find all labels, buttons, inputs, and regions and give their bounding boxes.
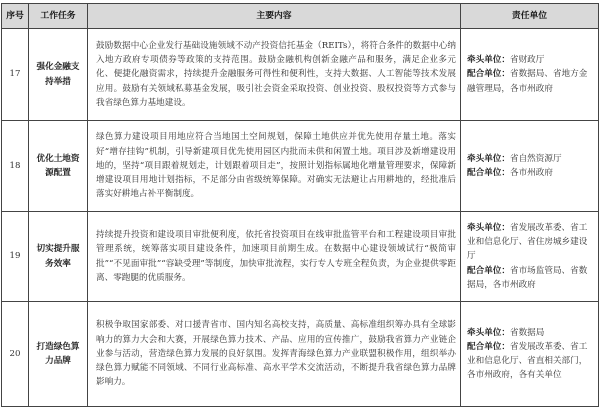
coop-value: 省发展改革委、省工业和信息化厅、省直相关部门，各市州政府，各有关单位	[467, 341, 588, 381]
table-row	[2, 29, 599, 121]
table-row	[2, 212, 599, 302]
lead-label: 牵头单位：	[467, 327, 510, 338]
row-no: 19	[2, 212, 29, 302]
header-task: 工作任务	[29, 4, 88, 29]
coop-label: 配合单位：	[467, 265, 510, 276]
row-content: 鼓励数据中心企业发行基础设施领域不动产投资信托基金（REITs），将符合条件的数据中心纳入地方政府专项债券等政策的支持范围。鼓励金融机构创新金融产品和服务，满足企业多元化、便捷化融资需求，持续提升金融服务可得性和便利性，支持大数据、人工智能等技术发展应用。鼓励有关领域私募基金发展，吸引社会资金采取投资、创业投资、股权投资等方式参与我省绿色算力基地建设。	[88, 29, 461, 121]
header-row	[2, 4, 599, 29]
row-responsible	[461, 121, 599, 212]
lead-label: 牵头单位：	[467, 153, 510, 164]
lead-label: 牵头单位：	[467, 55, 510, 66]
row-responsible	[461, 302, 599, 407]
row-responsible	[461, 29, 599, 121]
header-responsible: 责任单位	[461, 4, 599, 29]
row-task: 强化金融支持举措	[29, 29, 88, 121]
row-no: 18	[2, 121, 29, 212]
lead-label: 牵头单位：	[467, 222, 510, 233]
coop-label: 配合单位：	[467, 168, 510, 178]
coop-unit	[467, 264, 594, 292]
coop-unit	[467, 340, 594, 383]
lead-value: 省数据局	[509, 327, 545, 338]
row-task: 切实提升服务效率	[29, 212, 88, 302]
row-content: 积极争取国家部委、对口援青省市、国内知名高校支持，高质量、高标准组织筹办具有全球影响力的算力大会和大赛，开展绿色算力技术、产品、应用的宣传推广，鼓励我省算力产业链企业参与活动，营造绿色算力发展的良好氛围。发挥青海绿色算力产业联盟积极作用，组织举办绿色算力赋能不同领域、不同行业高标准、高水平学术交流活动，不断提升我省绿色算力品牌影响力。	[88, 302, 461, 407]
lead-unit	[467, 53, 594, 67]
coop-value: 省数据局、省地方金融管理局，各市州政府	[467, 69, 588, 94]
row-task: 优化土地资源配置	[29, 121, 88, 212]
lead-unit	[467, 221, 594, 264]
row-content: 持续提升投资和建设项目审批便利度，依托省投资项目在线审批监管平台和工程建设项目审批管理系统，统筹落实项目建设条件，加速项目前期生成。在数据中心建设领域试行“极简审批”“不见面审批”“容缺受理”等制度，加快审批流程，实行专人专班全程负责，为企业提供零距离、零跑腿的优质服务。	[88, 212, 461, 302]
coop-unit	[467, 166, 594, 180]
coop-value: 省市场监管局、省数据局，各市州政府	[467, 265, 588, 290]
coop-label: 配合单位：	[467, 341, 510, 352]
lead-value: 省自然资源厅	[509, 153, 562, 164]
lead-value: 省发展改革委、省工业和信息化厅、省住房城乡建设厅	[467, 222, 588, 262]
row-responsible	[461, 212, 599, 302]
header-no: 序号	[2, 4, 29, 29]
row-no: 17	[2, 29, 29, 121]
task-table	[1, 3, 599, 407]
header-content: 主要内容	[88, 4, 461, 29]
row-no: 20	[2, 302, 29, 407]
coop-unit	[467, 67, 594, 95]
coop-value: 各市州政府	[509, 168, 553, 178]
lead-unit	[467, 326, 594, 340]
coop-label: 配合单位：	[467, 69, 510, 80]
row-task: 打造绿色算力品牌	[29, 302, 88, 407]
lead-value: 省财政厅	[509, 55, 545, 66]
lead-unit	[467, 152, 594, 166]
table-row	[2, 302, 599, 407]
table-row	[2, 121, 599, 212]
row-content: 绿色算力建设项目用地应符合当地国土空间规划，保障土地供应并优先使用存量土地。落实好“增存挂钩”机制，引导新建项目优先使用园区内批而未供和闲置土地。项目涉及新增建设用地的，坚持“项目跟着规划走，计划跟着项目走”，按照计划指标属地化增量管理要求，保障新增建设项目用地计划指标，不足部分由省级统筹保障。对确实无法避让占用耕地的，经批准后落实好耕地占补平衡制度。	[88, 121, 461, 212]
